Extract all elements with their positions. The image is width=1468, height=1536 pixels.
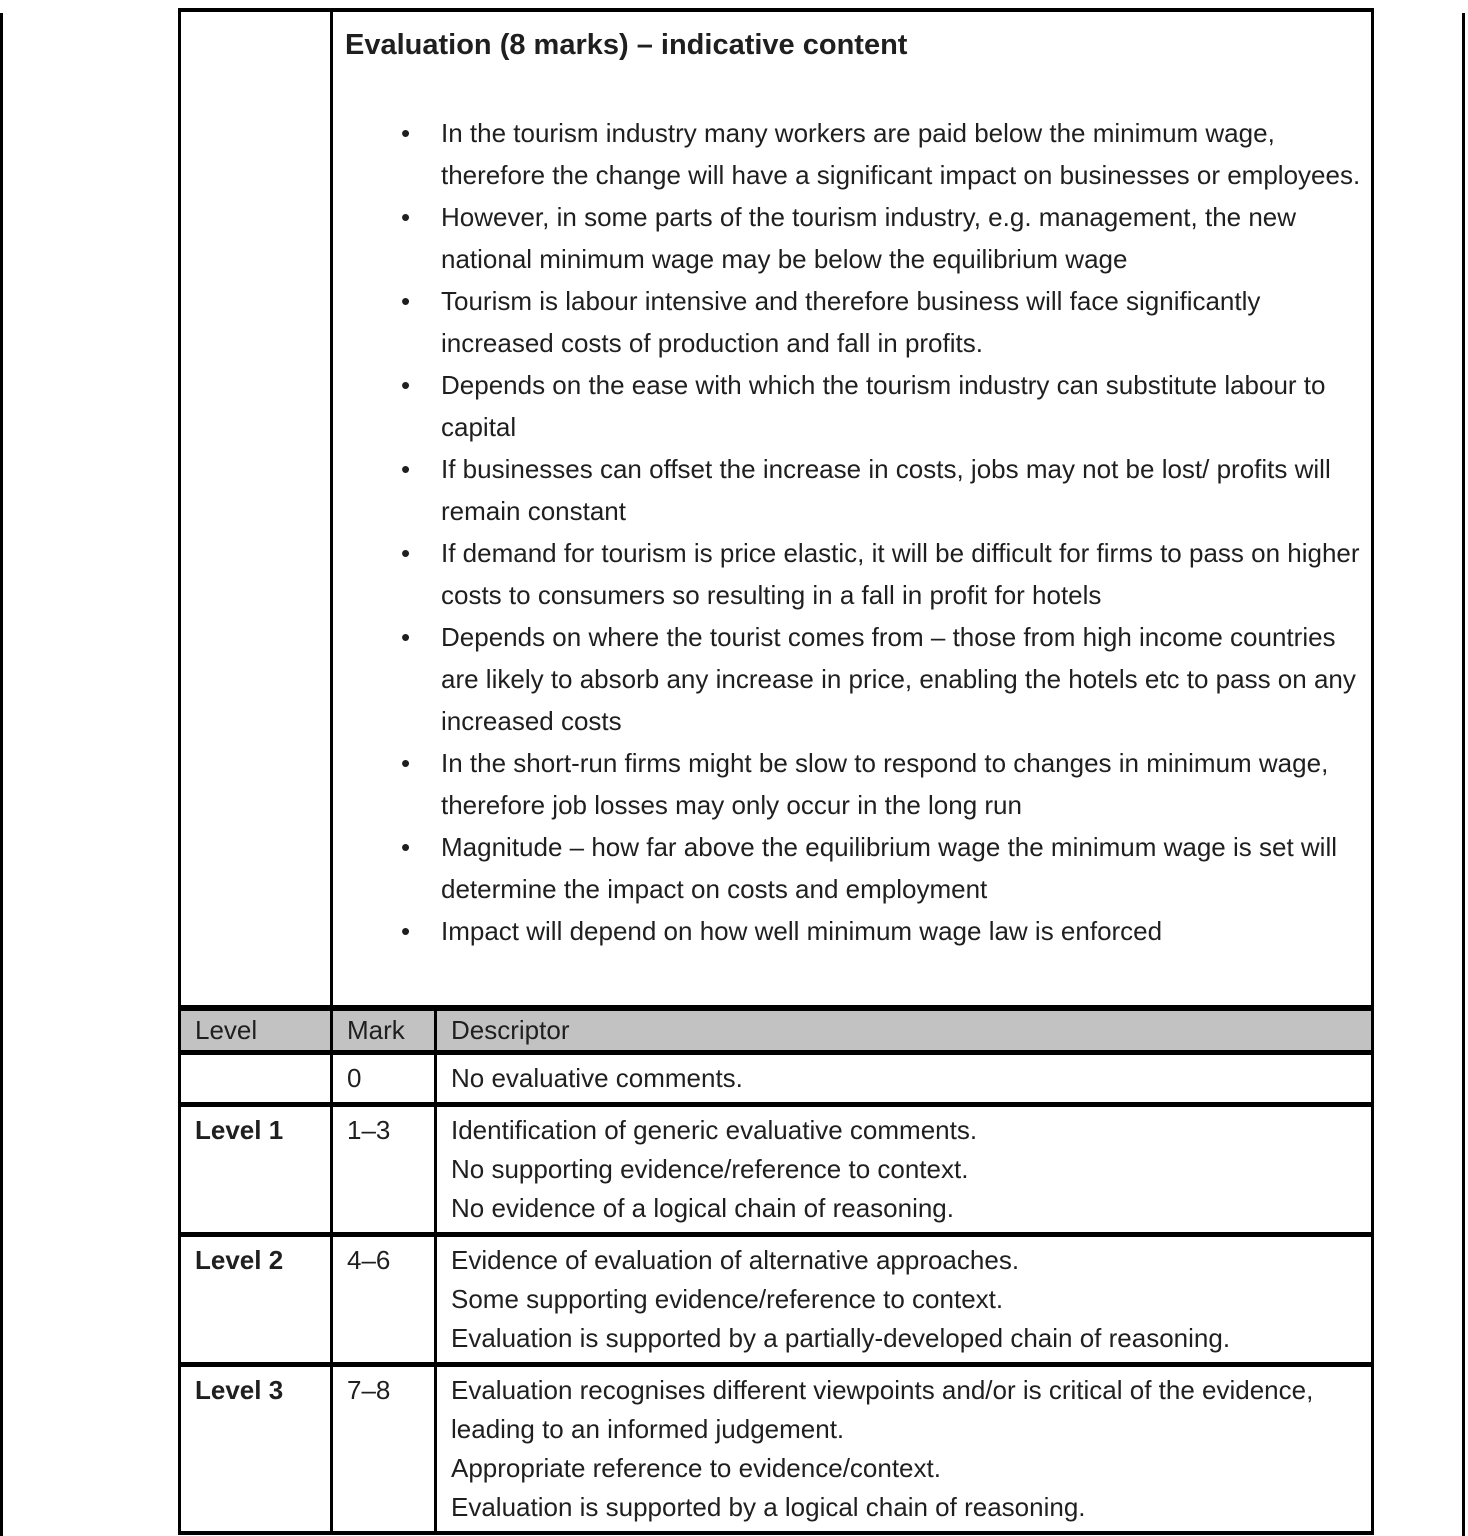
descriptor-cell xyxy=(437,1055,1371,1102)
indicative-bullet: • Impact will depend on how well minimum wage law is enforced xyxy=(343,910,1371,952)
descriptor-line: Evaluation is supported by a partially-developed chain of reasoning. xyxy=(451,1323,1231,1353)
col-header-mark: Mark xyxy=(333,1011,437,1050)
indicative-bullet: • In the short-run firms might be slow to respond to changes in minimum wage, therefore job losses may only occur in the long run xyxy=(343,742,1371,826)
indicative-bullet: • If businesses can offset the increase in costs, jobs may not be lost/ profits will remain constant xyxy=(343,448,1371,532)
descriptor-line: Identification of generic evaluative comments. xyxy=(451,1115,978,1145)
section-heading: Evaluation (8 marks) – indicative content xyxy=(345,29,908,61)
level-row-1 xyxy=(181,1102,1371,1232)
level-cell: Level 2 xyxy=(181,1237,333,1362)
mark-cell: 4–6 xyxy=(333,1237,437,1362)
indicative-bullet: • However, in some parts of the tourism industry, e.g. management, the new national minimum wage may be below the equilibrium wage xyxy=(343,196,1371,280)
descriptor-line: No supporting evidence/reference to context. xyxy=(451,1154,969,1184)
mark-scheme-table xyxy=(178,8,1374,1535)
level-row-3 xyxy=(181,1362,1371,1531)
descriptor-cell xyxy=(437,1367,1371,1531)
level-row-0 xyxy=(181,1050,1371,1102)
indicative-bullet: • In the tourism industry many workers are paid below the minimum wage, therefore the change will have a significant impact on businesses or employees. xyxy=(343,112,1371,196)
indicative-content-section xyxy=(178,8,1374,1008)
mark-cell: 1–3 xyxy=(333,1107,437,1232)
indicative-bullet: • Depends on the ease with which the tourism industry can substitute labour to capital xyxy=(343,364,1371,448)
indicative-content-cell xyxy=(333,12,1371,1005)
descriptor-cell xyxy=(437,1107,1371,1232)
question-number-column xyxy=(181,12,333,1005)
mark-cell: 7–8 xyxy=(333,1367,437,1531)
indicative-bullet: • Magnitude – how far above the equilibrium wage the minimum wage is set will determine the impact on costs and employment xyxy=(343,826,1371,910)
descriptor-line: Evaluation is supported by a logical chain of reasoning. xyxy=(451,1492,1086,1522)
mark-cell: 0 xyxy=(333,1055,437,1102)
descriptor-cell xyxy=(437,1237,1371,1362)
level-row-2 xyxy=(181,1232,1371,1362)
levels-table-header-row xyxy=(181,1008,1371,1050)
descriptor-line: No evaluative comments. xyxy=(451,1063,743,1093)
col-header-descriptor: Descriptor xyxy=(451,1015,570,1045)
descriptor-line: Some supporting evidence/reference to context. xyxy=(451,1284,1004,1314)
levels-table xyxy=(178,1008,1374,1535)
indicative-bullet: • If demand for tourism is price elastic, it will be difficult for firms to pass on higher costs to consumers so resulting in a fall in profit for hotels xyxy=(343,532,1371,616)
descriptor-line: Evidence of evaluation of alternative approaches. xyxy=(451,1245,1020,1275)
level-cell: Level 3 xyxy=(181,1367,333,1531)
indicative-bullet-list xyxy=(343,112,1371,952)
col-header-level: Level xyxy=(181,1011,333,1050)
descriptor-line: Appropriate reference to evidence/context. xyxy=(451,1453,941,1483)
page-border-left xyxy=(0,13,3,1536)
indicative-bullet: • Depends on where the tourist comes from – those from high income countries are likely to absorb any increase in price, enabling the hotels etc to pass on any increased costs xyxy=(343,616,1371,742)
descriptor-line: Evaluation recognises different viewpoints and/or is critical of the evidence, leading to an informed judgement. xyxy=(451,1375,1314,1444)
page-border-right xyxy=(1462,13,1465,1536)
descriptor-line: No evidence of a logical chain of reasoning. xyxy=(451,1193,954,1223)
level-cell xyxy=(181,1055,333,1102)
indicative-bullet: • Tourism is labour intensive and therefore business will face significantly increased costs of production and fall in profits. xyxy=(343,280,1371,364)
level-cell: Level 1 xyxy=(181,1107,333,1232)
